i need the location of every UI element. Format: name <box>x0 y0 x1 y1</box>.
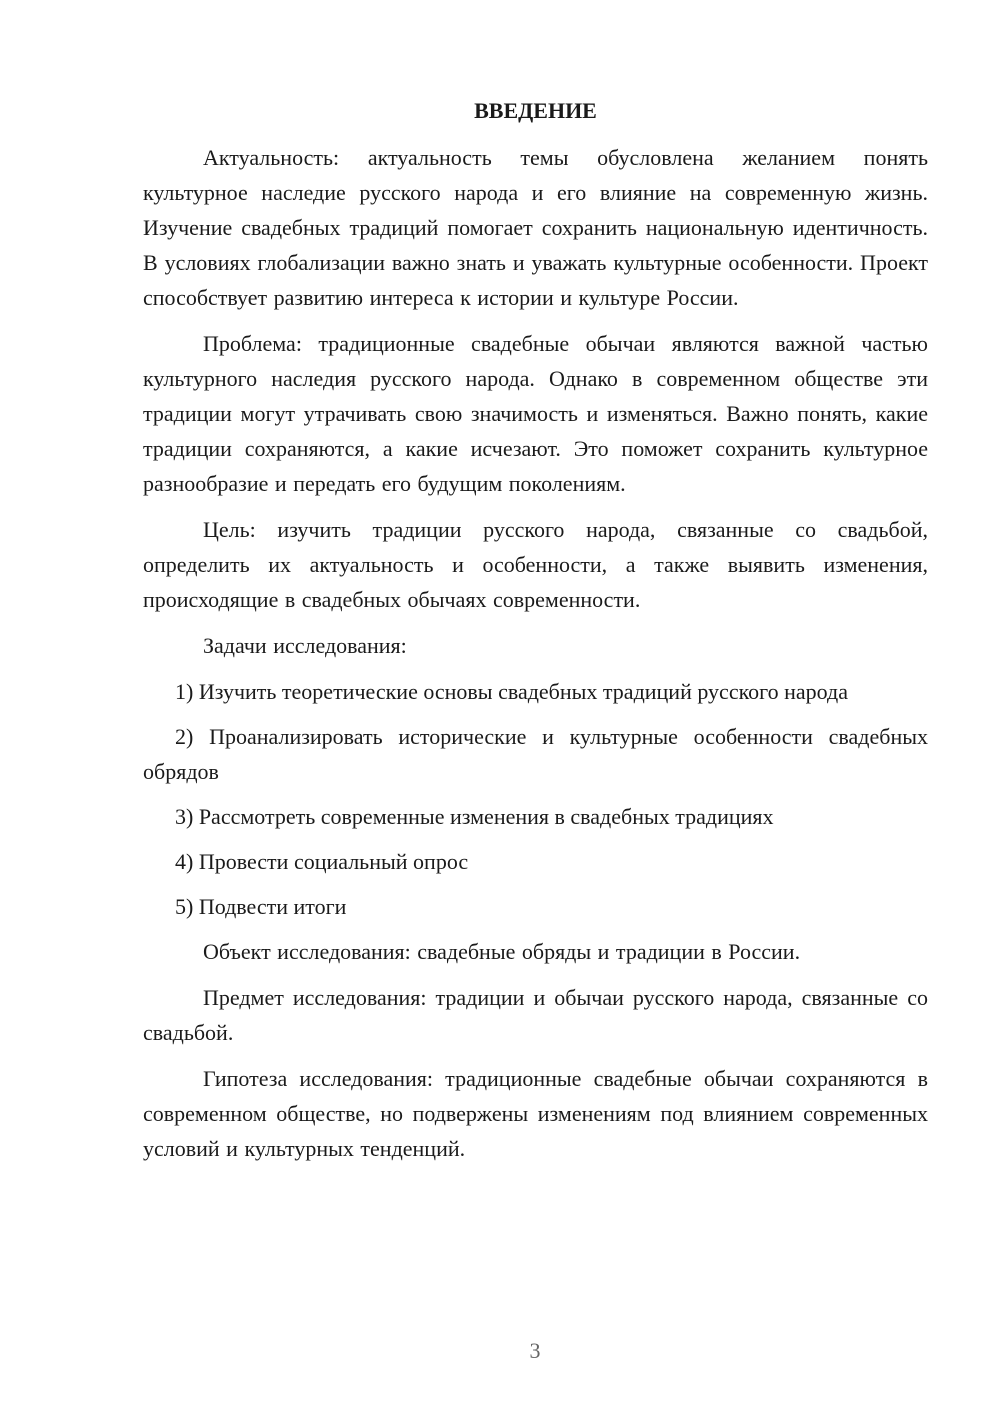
page-number: 3 <box>529 1338 541 1363</box>
paragraph-goal: Цель: изучить традиции русского народа, связанные со свадьбой, определить их актуальность и особенности, а также выявить изменения, происходящие в свадебных обычаях современности. <box>143 517 928 612</box>
task-item-4: 4) Провести социальный опрос <box>175 849 469 874</box>
task-item-5: 5) Подвести итоги <box>175 894 347 919</box>
task-item-1: 1) Изучить теоретические основы свадебных традиций русского народа <box>175 679 848 704</box>
page-content <box>143 94 928 1177</box>
paragraph-problem: Проблема: традиционные свадебные обычаи являются важной частью культурного наследия русского народа. Однако в современном обществе эти традиции могут утрачивать свою значимость и изменяться. Важно понять, какие традиции сохраняются, а какие исчезают. Это поможет сохранить культурное разнообразие и передать его будущим поколениям. <box>143 331 928 496</box>
paragraph-tasks-heading: Задачи исследования: <box>203 633 407 658</box>
task-item-3: 3) Рассмотреть современные изменения в свадебных традициях <box>175 804 774 829</box>
paragraph-relevance: Актуальность: актуальность темы обусловлена желанием понять культурное наследие русского народа и его влияние на современную жизнь. Изучение свадебных традиций помогает сохранить национальную идентичность. В условиях глобализации важно знать и уважать культурные особенности. Проект способствует развитию интереса к истории и культуре России. <box>143 145 928 310</box>
paragraph-subject: Предмет исследования: традиции и обычаи русского народа, связанные со свадьбой. <box>143 985 928 1045</box>
section-title: ВВЕДЕНИЕ <box>474 98 597 123</box>
paragraph-object: Объект исследования: свадебные обряды и традиции в России. <box>203 939 801 964</box>
task-item-2: 2) Проанализировать исторические и культурные особенности свадебных обрядов <box>143 724 928 784</box>
paragraph-hypothesis: Гипотеза исследования: традиционные свадебные обычаи сохраняются в современном обществе, но подвержены изменениям под влиянием современных условий и культурных тенденций. <box>143 1066 928 1161</box>
